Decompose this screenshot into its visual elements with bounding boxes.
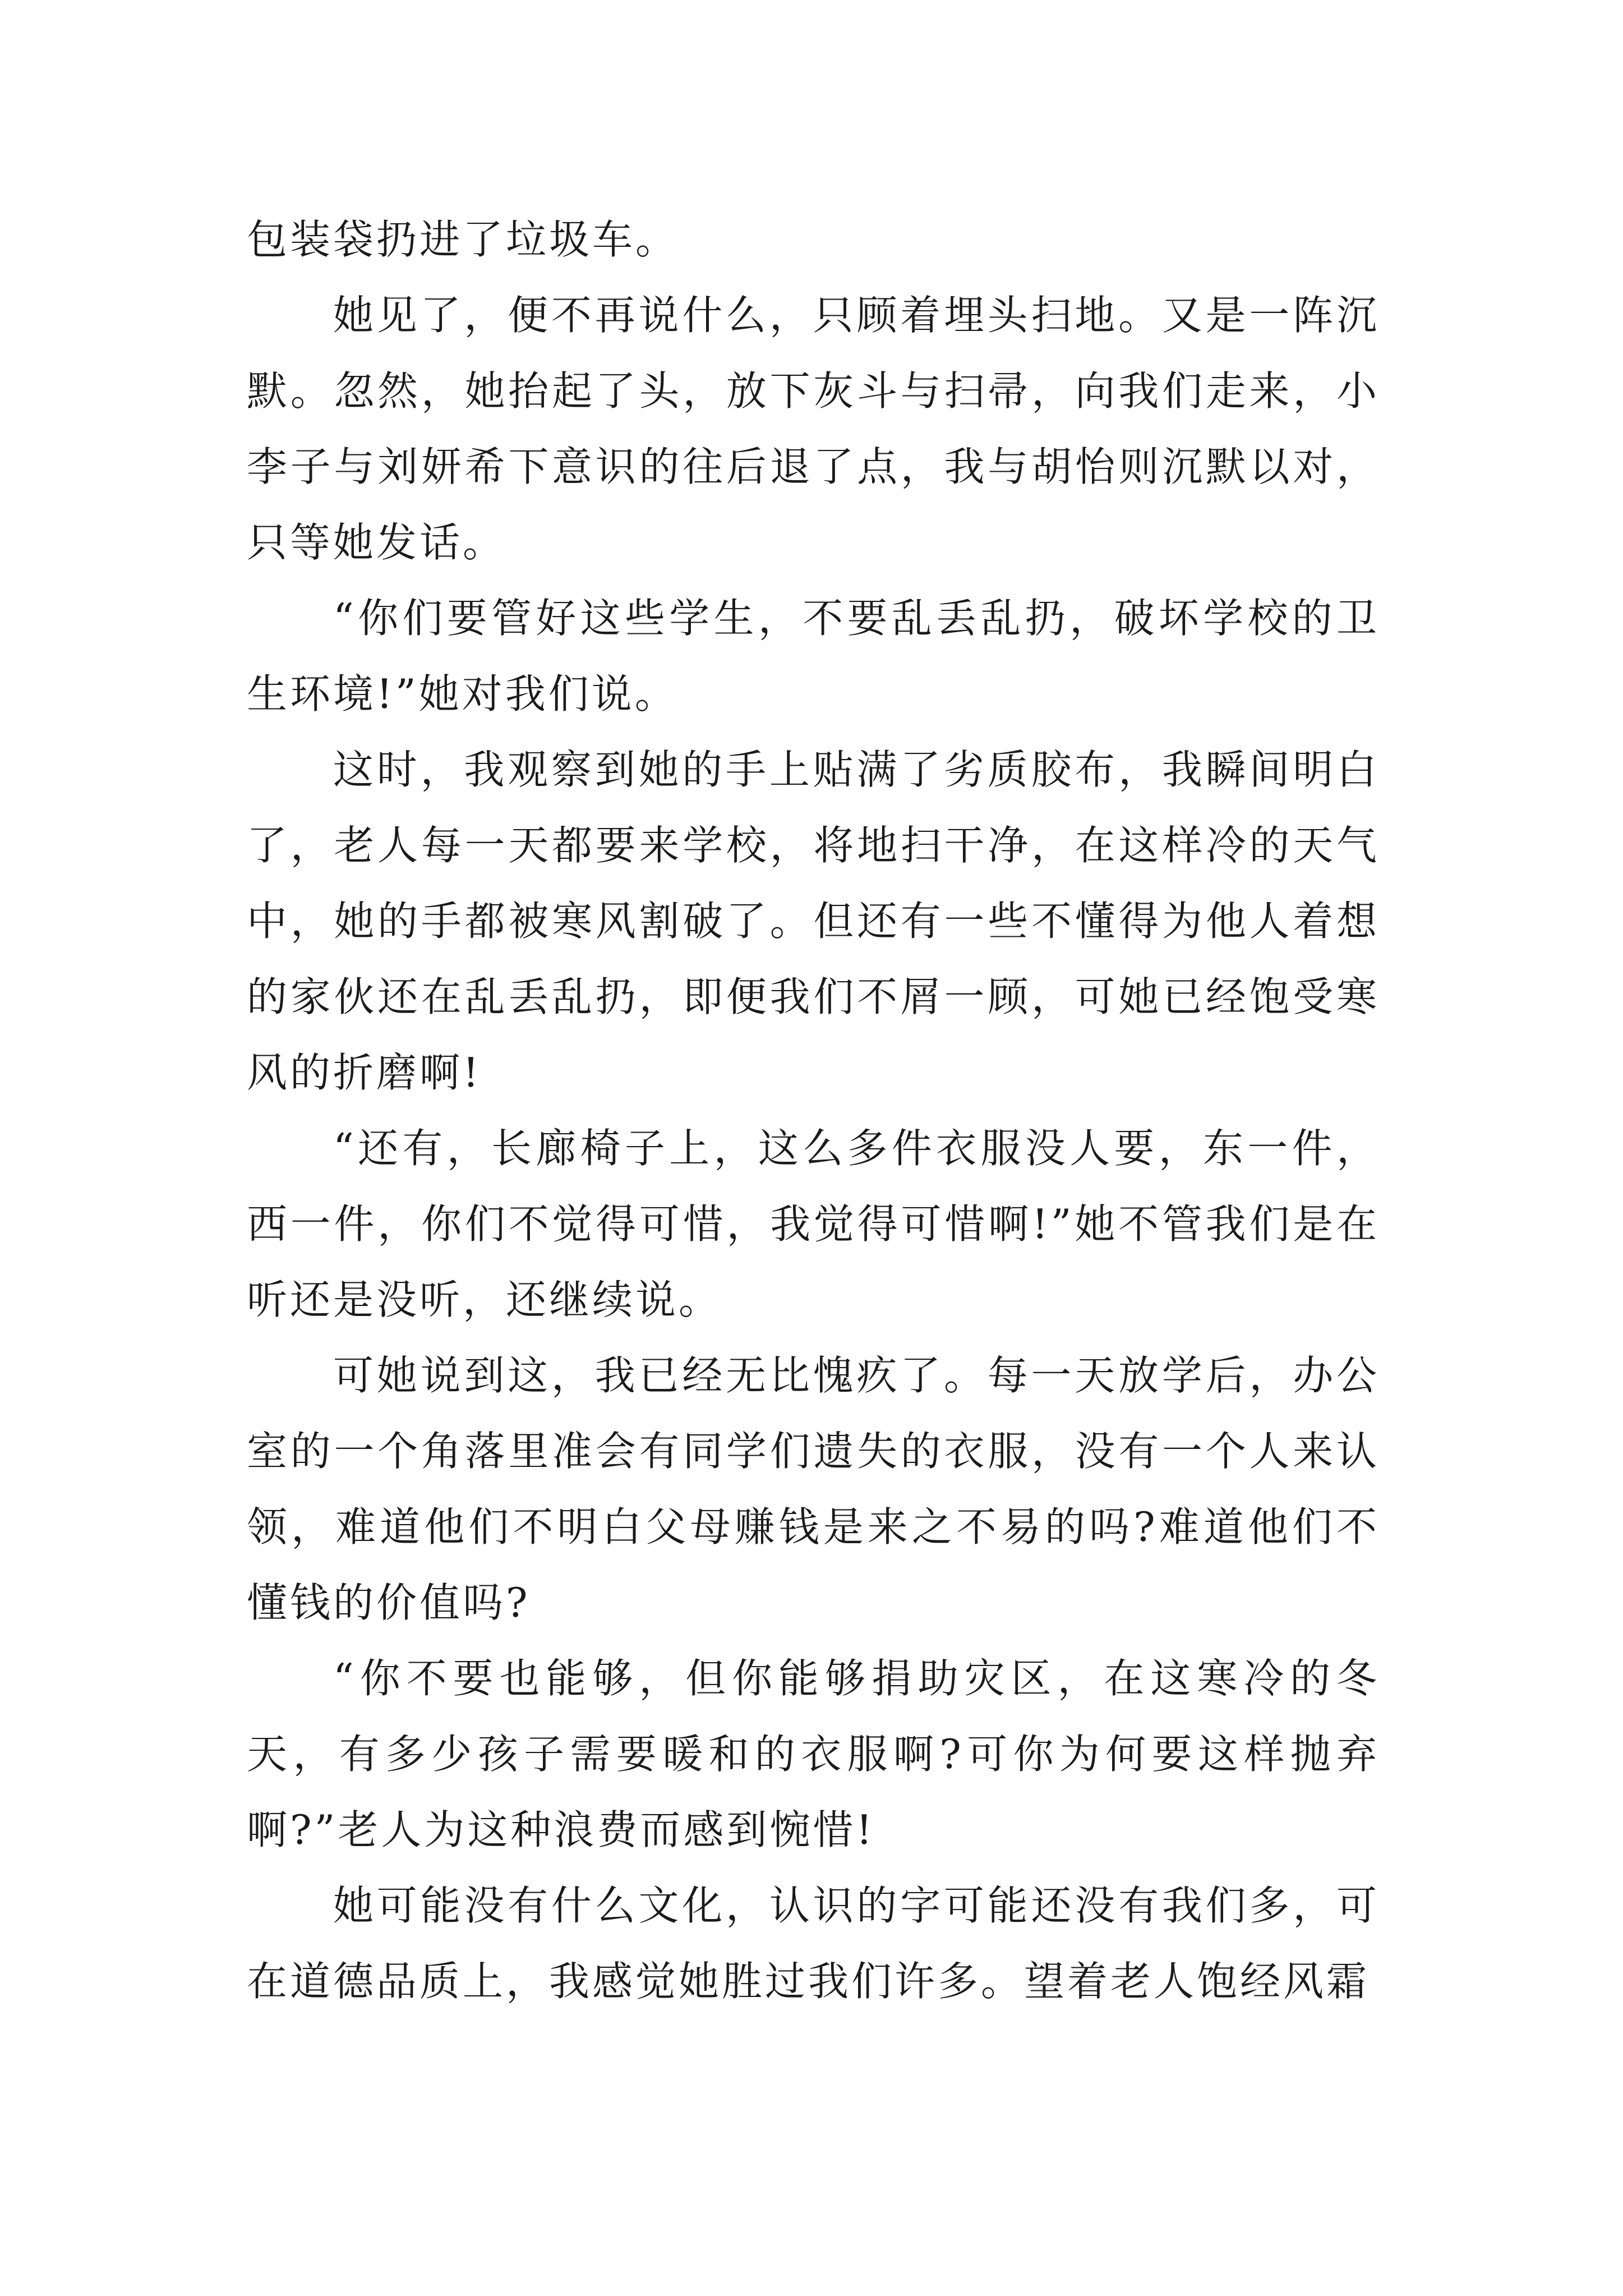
paragraph: 包装袋扔进了垃圾车。	[247, 216, 679, 263]
paragraph: 她见了，便不再说什么，只顾着埋头扫地。又是一阵沉默。忽然，她抬起了头，放下灰斗与扫帚，向我们走来，小李子与刘妍希下意识的往后退了点，我与胡怡则沉默以对，只等她发话。	[247, 292, 1380, 566]
document-body	[247, 202, 1380, 2019]
paragraph: 这时，我观察到她的手上贴满了劣质胶布，我瞬间明白了，老人每一天都要来学校，将地扫干净，在这样冷的天气中，她的手都被寒风割破了。但还有一些不懂得为他人着想的家伙还在乱丢乱扔，即便我们不屑一顾，可她已经饱受寒风的折磨啊!	[247, 746, 1380, 1096]
paragraph: 她可能没有什么文化，认识的字可能还没有我们多，可在道德品质上，我感觉她胜过我们许多。望着老人饱经风霜	[247, 1882, 1380, 2005]
paragraph: 可她说到这，我已经无比愧疚了。每一天放学后，办公室的一个角落里准会有同学们遗失的衣服，没有一个人来认领，难道他们不明白父母赚钱是来之不易的吗?难道他们不懂钱的价值吗?	[247, 1352, 1380, 1626]
paragraph: “还有，长廊椅子上，这么多件衣服没人要，东一件，西一件，你们不觉得可惜，我觉得可惜啊!”她不管我们是在听还是没听，还继续说。	[247, 1125, 1380, 1323]
paragraph: “你们要管好这些学生，不要乱丢乱扔，破坏学校的卫生环境!”她对我们说。	[247, 595, 1380, 717]
paragraph: “你不要也能够，但你能够捐助灾区，在这寒冷的冬天，有多少孩子需要暖和的衣服啊?可你为何要这样抛弃啊?”老人为这种浪费而感到惋惜!	[247, 1655, 1380, 1853]
